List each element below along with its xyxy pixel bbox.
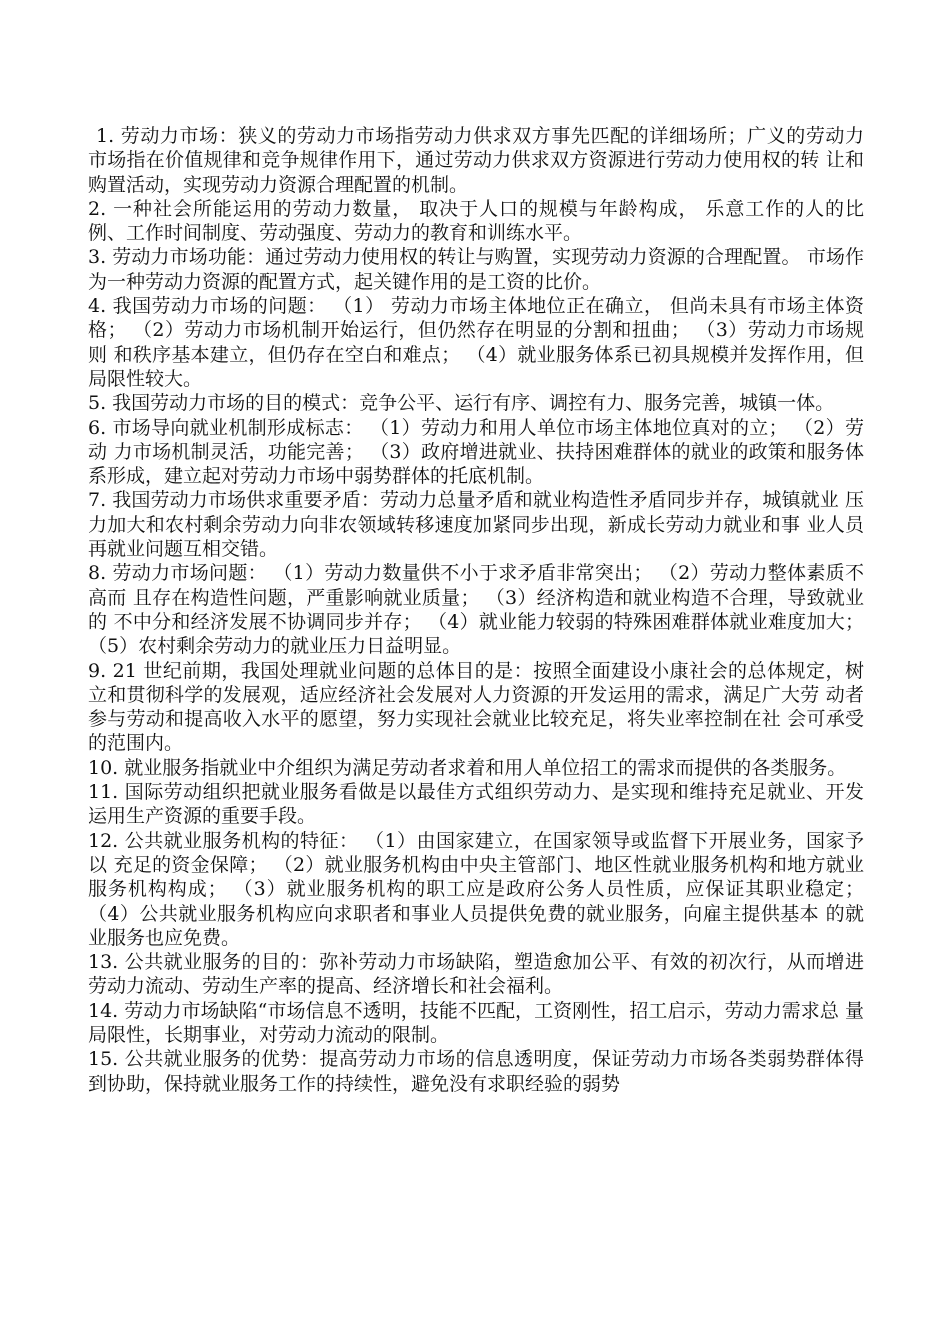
paragraph-8: 8. 劳动力市场问题： （1）劳动力数量供不小于求矛盾非常突出； （2）劳动力整体素质不高而 且存在构造性问题，严重影响就业质量； （3）经济构造和就业构造不合理，导致就业的 不中分和经济发展不协调同步并存； （4）就业能力较弱的特殊困难群体就业难度加大； （5）农村剩余劳动力的就业压力日益明显。 [88, 562, 871, 658]
paragraph-10: 10. 就业服务指就业中介组织为满足劳动者求着和用人单位招工的需求而提供的各类服务。 [88, 756, 847, 779]
paragraph-14: 14. 劳动力市场缺陷“市场信息不透明，技能不匹配，工资刚性，招工启示，劳动力需求总 量局限性，长期事业，对劳动力流动的限制。 [88, 999, 864, 1046]
paragraph-5: 5. 我国劳动力市场的目的模式：竞争公平、运行有序、调控有力、服务完善，城镇一体。 [88, 392, 835, 415]
paragraph-6: 6. 市场导向就业机制形成标志： （1）劳动力和用人单位市场主体地位真对的立； （2）劳动 力市场机制灵活，功能完善； （3）政府增进就业、扶持困难群体的就业的政策和服务体 系形成，建立起对劳动力市场中弱势群体的托底机制。 [88, 416, 871, 488]
paragraph-9: 9. 21 世纪前期，我国处理就业问题的总体目的是：按照全面建设小康社会的总体规定，树 立和贯彻科学的发展观，适应经济社会发展对人力资源的开发运用的需求，满足广大劳 动者参与劳动和提高收入水平的愿望，努力实现社会就业比较充足，将失业率控制在社 会可承受的范围内。 [88, 659, 871, 755]
paragraph-13: 13. 公共就业服务的目的：弥补劳动力市场缺陷，塑造愈加公平、有效的初次行，从而增进 劳动力流动、劳动生产率的提高、经济增长和社会福利。 [88, 951, 871, 998]
paragraph-7: 7. 我国劳动力市场供求重要矛盾：劳动力总量矛盾和就业构造性矛盾同步并存，城镇就业 压力加大和农村剩余劳动力向非农领域转移速度加紧同步出现，新成长劳动力就业和事 业人员再就业问题互相交错。 [88, 489, 864, 561]
paragraph-3: 3. 劳动力市场功能：通过劳动力使用权的转让与购置，实现劳动力资源的合理配置。 市场作为一种劳动力资源的配置方式，起关键作用的是工资的比价。 [88, 246, 864, 293]
paragraph-2: 2. 一种社会所能运用的劳动力数量， 取决于人口的规模与年龄构成， 乐意工作的人的比例、工作时间制度、劳动强度、劳动力的教育和训练水平。 [88, 197, 864, 245]
paragraph-1: 1. 劳动力市场：狭义的劳动力市场指劳动力供求双方事先匹配的详细场所；广义的劳动力 市场指在价值规律和竞争规律作用下，通过劳动力供求双方资源进行劳动力使用权的转 让和购置活动，实现劳动力资源合理配置的机制。 [88, 125, 871, 196]
paragraph-12: 12. 公共就业服务机构的特征： （1）由国家建立，在国家领导或监督下开展业务，国家予以 充足的资金保障； （2）就业服务机构由中央主管部门、地区性就业服务机构和地方就业 服务机构构成； （3）就业服务机构的职工应是政府公务人员性质，应保证其职业稳定； （4）公共就业服务机构应向求职者和事业人员提供免费的就业服务，向雇主提供基本 的就业服务也应免费。 [88, 829, 871, 949]
document-body [88, 124, 871, 1096]
paragraph-11: 11. 国际劳动组织把就业服务看做是以最佳方式组织劳动力、是实现和维持充足就业、开发 运用生产资源的重要手段。 [88, 781, 871, 828]
paragraph-15: 15. 公共就业服务的优势：提高劳动力市场的信息透明度，保证劳动力市场各类弱势群体得 到协助，保持就业服务工作的持续性，避免没有求职经验的弱势 [88, 1048, 871, 1095]
paragraph-4: 4. 我国劳动力市场的问题： （1） 劳动力市场主体地位正在确立， 但尚未具有市场主体资格； （2）劳动力市场机制开始运行，但仍然存在明显的分割和扭曲； （3）劳动力市场规则 和秩序基本建立，但仍存在空白和难点； （4）就业服务体系已初具规模并发挥作用，但 局限性较大。 [88, 295, 871, 390]
